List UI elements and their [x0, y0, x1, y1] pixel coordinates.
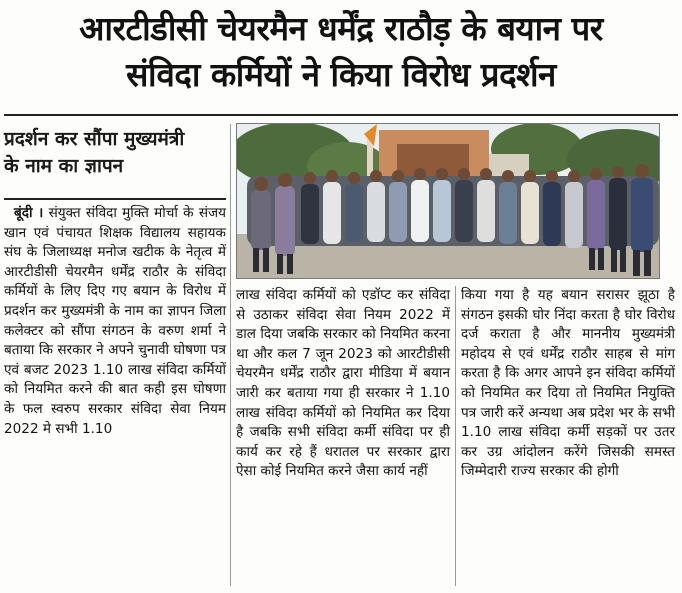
subheadline-line-2: के नाम का ज्ञापन [4, 155, 124, 177]
column-divider-1 [230, 124, 231, 586]
column-2-text: लाख संविदा कर्मियों को एडॉप्ट कर संविदा से उठाकर संविदा सेवा नियम 2022 में डाल दिया जबकि सरकार को नियमित करना था और कल 7 जून 2023 को आरटीडीसी चेयरमैन धर्मेंद्र राठौर द्वारा मीडिया में बयान जारी कर बताया गया ही सरकार ने 1.10 लाख संविदा कर्मियों को नियमित कर दिया है जबकि सभी संविदा कर्मी संविदा पर ही कार्य कर रहे हैं धरातल पर सरकार द्वारा ऐसा कोई नियमित करने जैसा कार्य नहीं [236, 287, 450, 480]
headline-line-1: आरटीडीसी चेयरमैन धर्मेंद्र राठौड़ के बयान पर [79, 9, 603, 48]
dateline: बूंदी । [14, 205, 44, 221]
subheadline-line-1: प्रदर्शन कर सौंपा मुख्यमंत्री [4, 128, 185, 150]
group-photo [236, 123, 660, 279]
article-column-1 [4, 204, 226, 439]
subheadline [4, 126, 226, 180]
article-column-3 [461, 286, 675, 482]
subheadline-rule [4, 198, 226, 200]
headline-line-2: संविदा कर्मियों ने किया विरोध प्रदर्शन [126, 55, 556, 94]
column-1-text: संयुक्त संविदा मुक्ति मोर्चा के संजय खान एवं पंचायत शिक्षक विद्यालय सहायक संघ के जिलाध्यक्ष मनोज खटीक के नेतृत्व में आरटीडीसी चेयरमैन धर्मेंद्र राठौर के संविदा कर्मियों के लिए दिए गए बयान के विरोध में प्रदर्शन कर मुख्यमंत्री के नाम का ज्ञापन जिला कलेक्टर को सौंपा संगठन के वरुण शर्मा ने बताया कि सरकार ने अपने चुनावी घोषणा पत्र एवं बजट 2023 1.10 लाख संविदा कर्मियों को नियमित करने की बात कही इस घोषणा के फल स्वरुप सरकार संविदा सेवा नियम 2022 मे सभी 1.10 [4, 205, 226, 437]
article-column-2 [236, 286, 450, 482]
column-3-text: किया गया है यह बयान सरासर झूठा है संगठन इसकी घोर निंदा करता है घोर विरोध दर्ज कराता है और माननीय मुख्यमंत्री महोदय से एवं धर्मेंद्र राठौर साहब से मांग करता है कि अगर आपने इन संविदा कर्मियों को नियमित कर दिया तो नियमित नियुक्ति पत्र जारी करें अन्यथा अब प्रदेश भर के सभी 1.10 लाख संविदा कर्मी सड़कों पर उतर कर उग्र आंदोलन करेंगे जिसकी समस्त जिम्मेदारी राज्य सरकार की होगी [461, 287, 675, 480]
headline [0, 6, 682, 98]
column-divider-2 [455, 286, 456, 586]
headline-rule [4, 114, 678, 116]
